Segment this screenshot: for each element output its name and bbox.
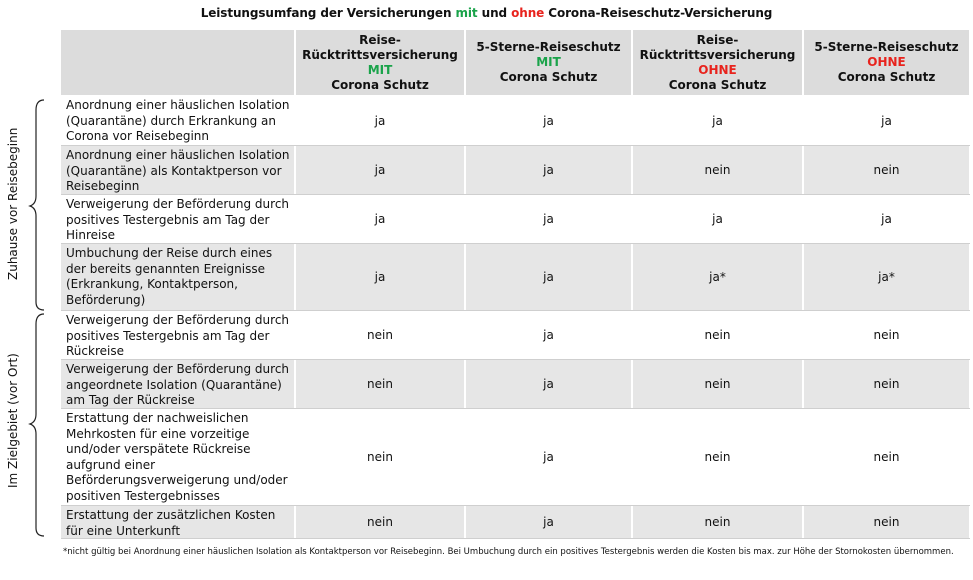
column-header-2 (466, 30, 631, 95)
title-prefix: Leistungsumfang der Versicherungen (200, 6, 452, 20)
column-header-subtitle: Corona Schutz (499, 70, 598, 84)
column-header-flag: OHNE (867, 55, 906, 69)
table-cell: nein (296, 360, 464, 408)
column-header-1 (296, 30, 464, 95)
table-cell: ja (804, 96, 969, 145)
table-cell: ja (296, 195, 464, 243)
table-cell: nein (804, 146, 969, 194)
row-label: Verweigerung der Beförderung durch positives Testergebnis am Tag der Rückreise (61, 311, 294, 359)
column-header-line1: Reise- (359, 32, 401, 47)
table-cell: nein (633, 409, 802, 505)
table-cell: ja (466, 96, 631, 145)
table-cell: nein (633, 506, 802, 538)
table-cell: ja (296, 146, 464, 194)
table-cell: ja (466, 311, 631, 359)
title-suffix: Corona-Reiseschutz-Versicherung (548, 6, 773, 20)
group-label-destination: Im Zielgebiet (vor Ort) (6, 353, 20, 488)
row-divider (61, 359, 970, 360)
table-cell: nein (633, 360, 802, 408)
table-cell: nein (296, 409, 464, 505)
table-cell: nein (633, 146, 802, 194)
row-label: Erstattung der nachweislichen Mehrkosten für eine vorzeitige und/oder verspätete Rückreise aufgrund einer Beförderungsverweigerung und/oder positiven Testergebnisses (61, 409, 294, 505)
row-label: Erstattung der zusätzlichen Kosten für eine Unterkunft (61, 506, 294, 538)
column-header-subtitle: Corona Schutz (668, 77, 767, 92)
row-divider (61, 408, 970, 409)
table-cell: ja (466, 506, 631, 538)
footnote: *nicht gültig bei Anordnung einer häuslichen Isolation als Kontaktperson vor Reisebeginn. Bei Umbuchung durch ein positives Testergebnis werden die Kosten bis max. zur Höhe der Stornokosten übernommen. (63, 547, 954, 557)
table-cell: nein (296, 506, 464, 538)
table-cell: ja (633, 195, 802, 243)
row-label: Verweigerung der Beförderung durch positives Testergebnis am Tag der Hinreise (61, 195, 294, 243)
row-divider (61, 194, 970, 195)
column-header-line1: Reise- (696, 32, 739, 47)
table-cell: ja (466, 146, 631, 194)
row-divider (61, 538, 970, 539)
column-header-name: 5-Sterne-Reiseschutz (814, 40, 959, 54)
column-header-4 (804, 30, 969, 95)
title-mit: mit (455, 6, 478, 20)
table-cell: ja (466, 195, 631, 243)
table-cell: ja (804, 195, 969, 243)
row-label: Umbuchung der Reise durch eines der bereits genannten Ereignisse (Erkrankung, Kontaktperson, Beförderung) (61, 244, 294, 310)
table-cell: ja (296, 96, 464, 145)
row-label: Verweigerung der Beförderung durch angeordnete Isolation (Quarantäne) am Tag der Rückreise (61, 360, 294, 408)
table-cell: ja (466, 409, 631, 505)
title-ohne: ohne (511, 6, 545, 20)
column-header-flag: MIT (367, 62, 393, 77)
column-header-name: Rücktrittsversicherung (302, 47, 458, 62)
row-divider (61, 243, 970, 244)
table-title (0, 6, 973, 20)
header-corner (61, 30, 294, 95)
row-label: Anordnung einer häuslichen Isolation (Quarantäne) als Kontaktperson vor Reisebeginn (61, 146, 294, 194)
table-cell: nein (633, 311, 802, 359)
column-header-flag: OHNE (698, 62, 737, 77)
table-cell: ja (296, 244, 464, 310)
table-cell: ja (633, 96, 802, 145)
table-cell: ja* (804, 244, 969, 310)
table-cell: ja (466, 360, 631, 408)
table-cell: nein (804, 311, 969, 359)
group-braces (28, 98, 58, 540)
table-cell: nein (804, 360, 969, 408)
column-header-name: 5-Sterne-Reiseschutz (476, 40, 621, 54)
table-cell: ja* (633, 244, 802, 310)
row-divider (61, 145, 970, 146)
title-und: und (481, 6, 508, 20)
column-header-flag: MIT (536, 55, 561, 69)
column-header-name: Rücktrittsversicherung (639, 47, 796, 62)
row-divider (61, 505, 970, 506)
row-label: Anordnung einer häuslichen Isolation (Quarantäne) durch Erkrankung an Corona vor Reisebeginn (61, 96, 294, 145)
column-header-subtitle: Corona Schutz (837, 70, 936, 84)
table-cell: nein (296, 311, 464, 359)
row-divider (61, 310, 970, 311)
column-header-subtitle: Corona Schutz (331, 77, 429, 92)
table-cell: nein (804, 506, 969, 538)
table-cell: nein (804, 409, 969, 505)
table-cell: ja (466, 244, 631, 310)
group-label-home: Zuhause vor Reisebeginn (6, 127, 20, 280)
column-header-3 (633, 30, 802, 95)
